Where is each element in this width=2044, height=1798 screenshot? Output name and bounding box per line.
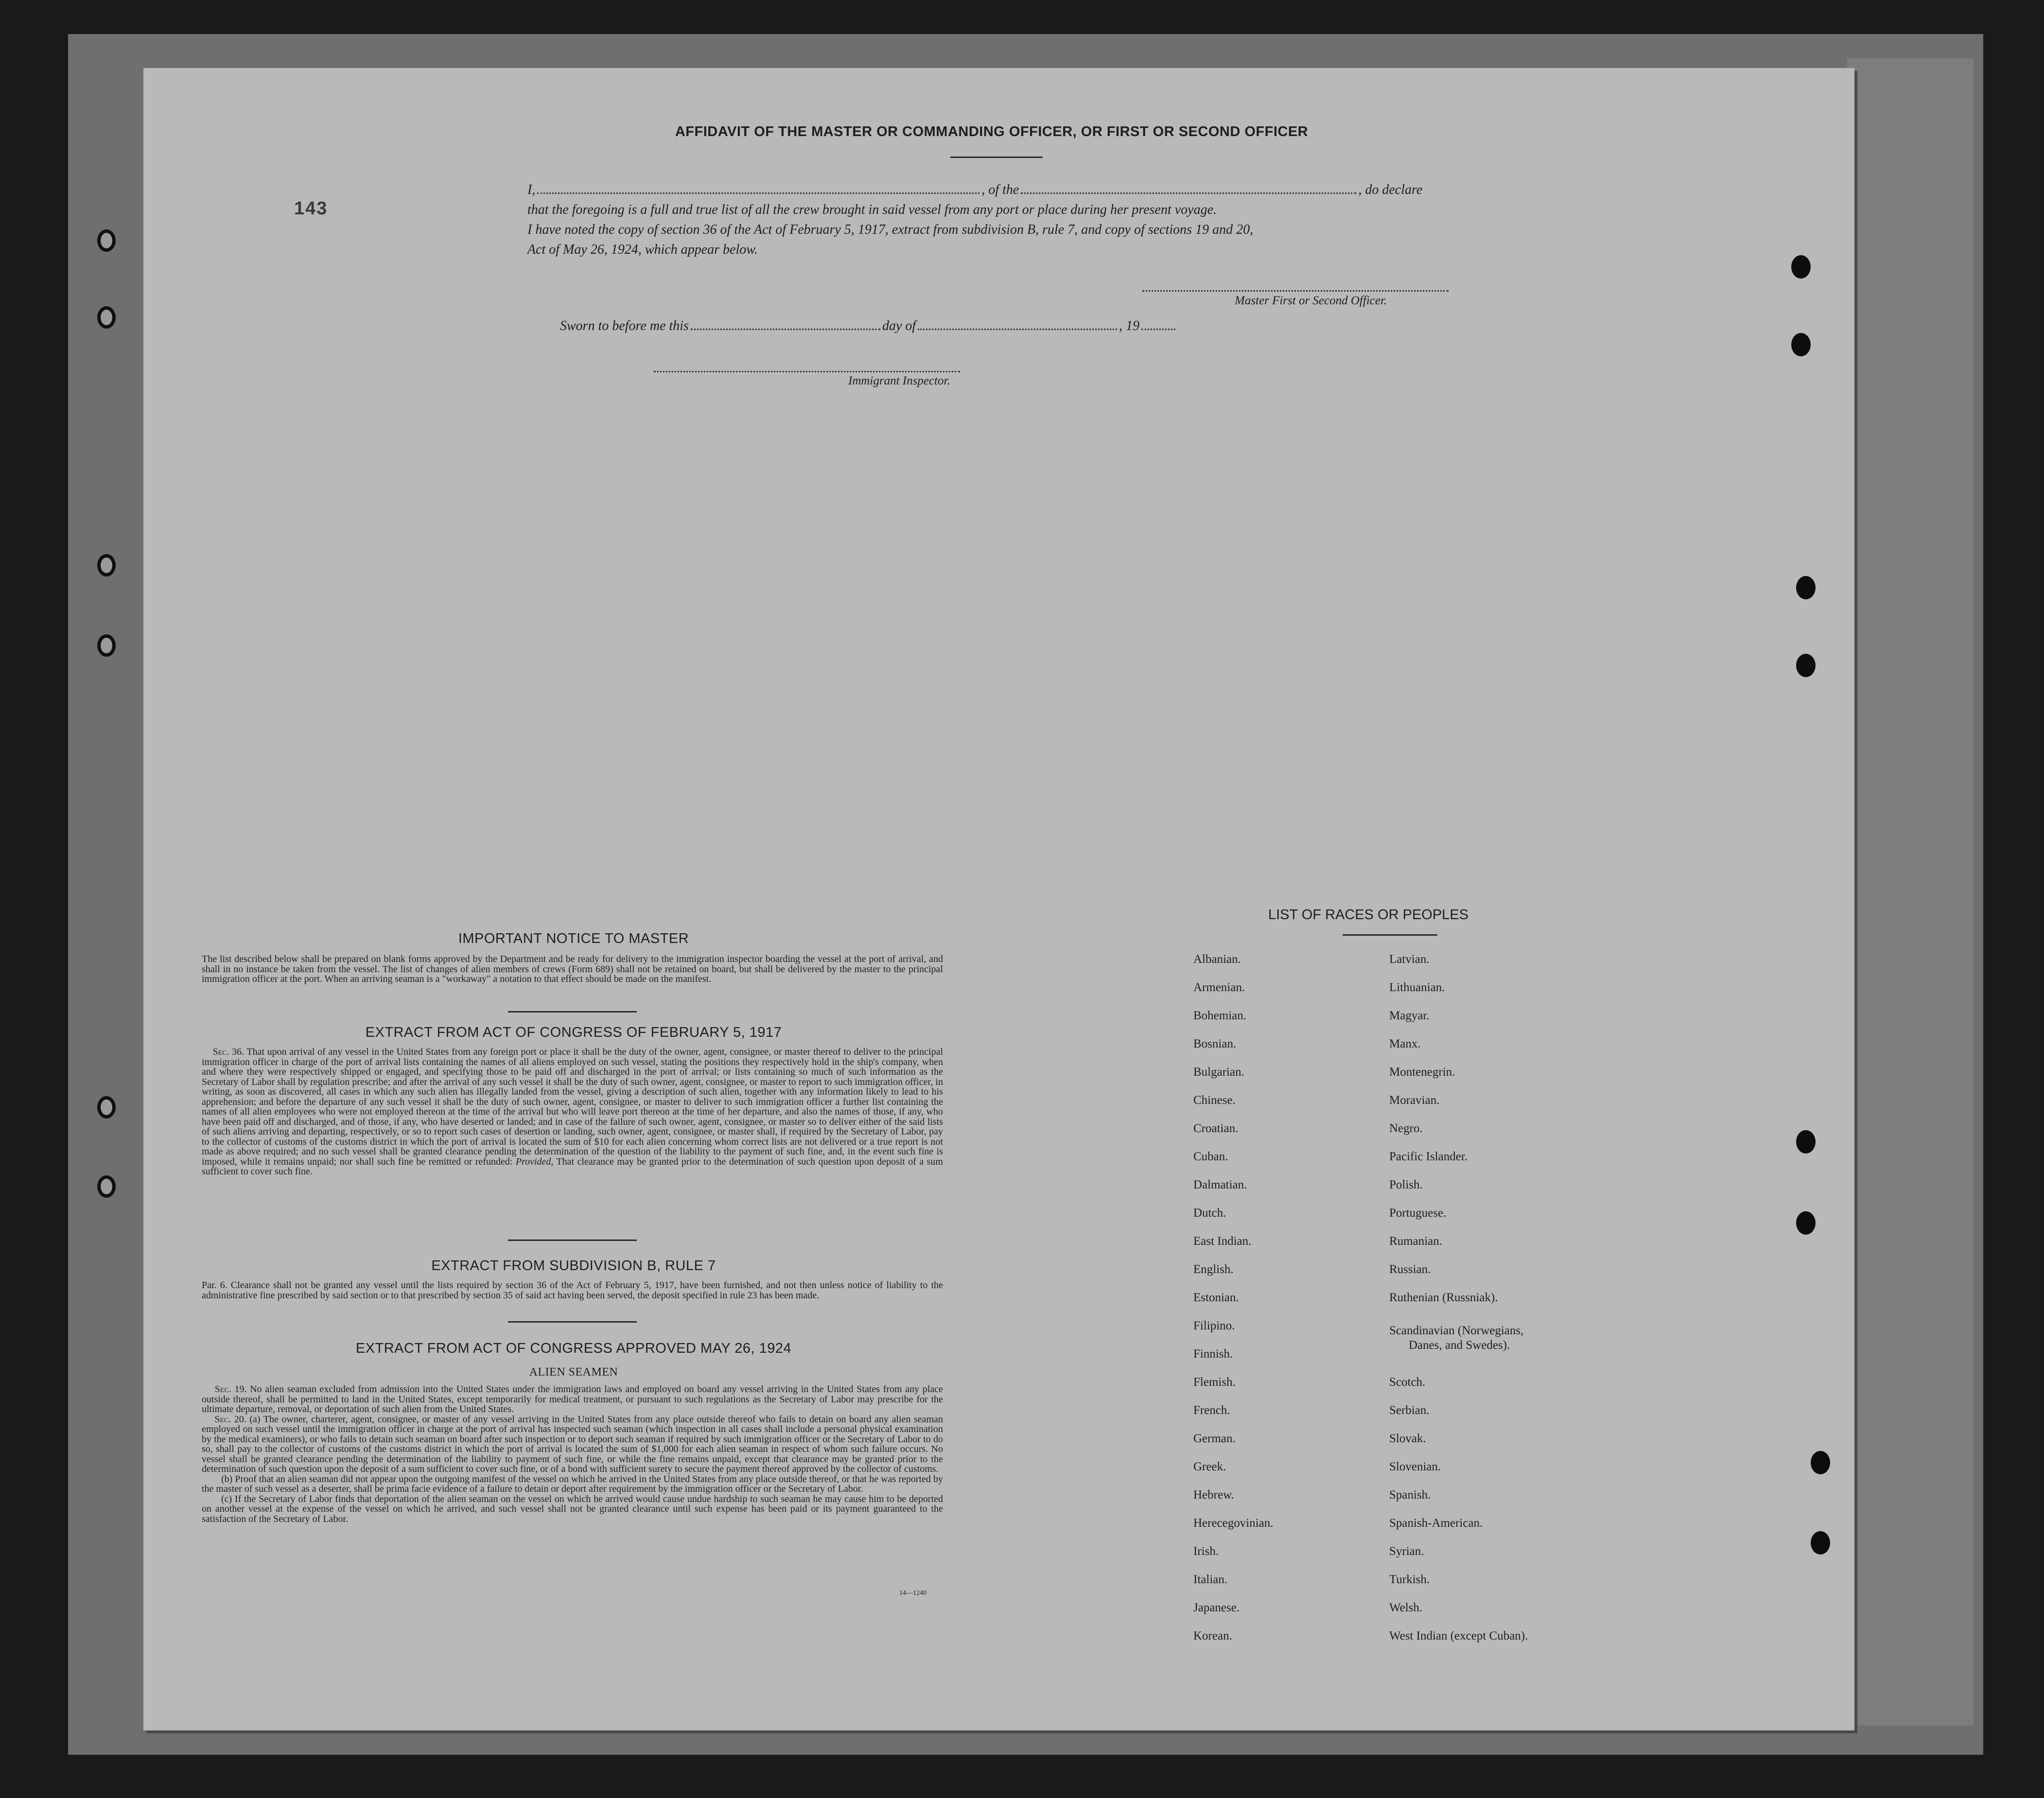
punch-hole [1791,333,1811,356]
punch-hole [97,634,116,657]
race-item: Bosnian. [1193,1037,1237,1050]
race-item: Greek. [1193,1460,1226,1473]
race-item: Polish. [1389,1178,1423,1191]
sec36-label: Sec. 36. [212,1047,245,1057]
race-item: Lithuanian. [1389,981,1445,994]
affidavit-title: AFFIDAVIT OF THE MASTER OR COMMANDING OFFICER, OR FIRST OR SECOND OFFICER [675,124,1309,140]
sec20-label: Sec. 20. [214,1414,246,1425]
sec20a-body: (a) The owner, charterer, agent, consignee, or master of any vessel arriving in the United States from any place outside thereof who fails to detain on board any alien seaman employed on such vessel until the immigration officer in charge at the port of arrival has inspected such seaman (which inspection in all cases shall include a personal physical examination by the medical examiners), or who fails to detain such seaman on board after such inspection or to deport such seaman if required by such immigration officer or the Secretary of Labor to do so, shall pay to the collector of customs of the customs district in which the port of arrival is located the sum of $1,000 for each alien seaman in respect of whom such failure occurs. No vessel shall be granted clearance pending the determination of the liability to payment of such fine, or while the fine remains unpaid, except that clearance may be granted prior to the determination of such question upon the deposit of a sum sufficient to cover such fine, or of a bond with sufficient surety to secure the payment thereof approved by the collector of customs. [202,1414,943,1474]
race-item: Slovenian. [1389,1460,1441,1473]
rule7-text: Par. 6. Clearance shall not be granted any vessel until the lists required by section 36 of the Act of February 5, 1917, have been furnished, and not then unless notice of liability to the administrative fine prescribed by said section or to that prescribed by section 35 of said act having been served, the deposit specified in rule 23 has been made. [202,1280,943,1301]
race-item: Armenian. [1193,981,1245,994]
affidavit-of-the: , of the [981,182,1019,197]
sec36-end: That clearance may be granted prior to the determination of such question upon deposit of a sum sufficient to cover such fine. [202,1156,943,1177]
race-item: Chinese. [1193,1094,1236,1107]
race-item: Ruthenian (Russniak). [1389,1291,1498,1304]
inspector-caption: Immigrant Inspector. [848,374,950,387]
race-item: Bulgarian. [1193,1065,1244,1079]
sec20c-paragraph: (c) If the Secretary of Labor finds that deportation of the alien seaman on the vessel on which he arrived would cause undue hardship to such seaman he may cause him to be deported on another vessel at the expense of the vessel on which he arrived, and such vessel shall not be granted clearance until such expense has been paid or its payment guaranteed to the satisfaction of the Secretary of Labor. [202,1493,943,1524]
sworn-line [560,318,1177,334]
race-item: Manx. [1389,1037,1421,1050]
blank-vessel [1021,192,1356,194]
race-item: Pacific Islander. [1389,1150,1468,1163]
race-item: Estonian. [1193,1291,1239,1304]
affidavit-line-2: that the foregoing is a full and true list of all the crew brought in said vessel from any port or place during her present voyage. [527,202,1217,217]
extract-1924-text [202,1384,943,1524]
race-item: Slovak. [1389,1432,1426,1445]
backing-sheet-edge [1847,58,1974,1726]
blank-day [691,328,880,330]
punch-hole [1811,1451,1830,1474]
sec20b-paragraph: (b) Proof that an alien seaman did not appear upon the outgoing manifest of the vessel on which he arrived in the United States from any place outside thereof, or that he was reported by the master of such vessel as a deserter, shall be prima facie evidence of a failure to detain or deport after requirement by the immigration officer or the Secretary of Labor. [202,1473,943,1494]
punch-hole [97,229,116,252]
extract-1924-title: EXTRACT FROM ACT OF CONGRESS APPROVED MAY 26, 1924 [355,1341,792,1356]
punch-hole [1796,576,1816,599]
race-item: Irish. [1193,1545,1219,1558]
sworn-year: , 19 [1119,318,1140,333]
race-item: Albanian. [1193,953,1241,966]
master-signature-line [1142,290,1449,293]
race-item: Welsh. [1389,1601,1423,1614]
notice-text: The list described below shall be prepared on blank forms approved by the Department and be ready for delivery to the immigration inspector boarding the vessel at the port of arrival, and shall in no instance be taken from the vessel. The list of changes of alien members of crews (Form 689) shall not be retained on board, but shall be delivered by the master to the principal immigration officer at the port. When an arriving seaman is a "workaway" a notation to that effect should be made on the manifest. [202,954,943,984]
stamp-number: 143 [294,198,328,219]
race-item: Japanese. [1193,1601,1240,1614]
races-title: LIST OF RACES OR PEOPLES [1268,907,1469,923]
sec19-paragraph [202,1384,943,1414]
inspector-signature-line [654,371,960,373]
race-item: German. [1193,1432,1236,1445]
affidavit-line-3: I have noted the copy of section 36 of the Act of February 5, 1917, extract from subdivision B, rule 7, and copy of sections 19 and 20, [527,222,1254,237]
race-item: Portuguese. [1389,1206,1447,1220]
race-item: Negro. [1389,1122,1423,1135]
race-item: French. [1193,1404,1230,1417]
race-item: Spanish. [1389,1488,1431,1501]
punch-hole [97,1096,116,1118]
sec20a-paragraph [202,1414,943,1474]
sworn-day-of: day of [882,318,916,333]
race-item: Cuban. [1193,1150,1228,1163]
race-item: Flemish. [1193,1376,1236,1389]
race-item: Syrian. [1389,1545,1424,1558]
race-item: Spanish-American. [1389,1517,1483,1530]
race-item: Serbian. [1389,1404,1430,1417]
race-item: Croatian. [1193,1122,1239,1135]
sworn-prefix: Sworn to before me this [560,318,689,333]
race-item: Korean. [1193,1629,1232,1642]
affidavit-line-4: Act of May 26, 1924, which appear below. [527,242,758,257]
punch-hole [1791,255,1811,279]
sec19-label: Sec. 19. [214,1384,247,1395]
race-item: Latvian. [1389,953,1430,966]
race-item: Scotch. [1389,1376,1426,1389]
race-item: Turkish. [1389,1573,1430,1586]
race-item: Finnish. [1193,1347,1233,1361]
race-item: English. [1193,1263,1234,1276]
blank-name [537,192,979,194]
notice-title: IMPORTANT NOTICE TO MASTER [458,931,689,946]
race-item: Rumanian. [1389,1235,1443,1248]
extract-1917-title: EXTRACT FROM ACT OF CONGRESS OF FEBRUARY 5, 1917 [365,1025,782,1040]
divider [508,1011,637,1012]
punch-hole [1811,1531,1830,1554]
race-item: Magyar. [1389,1009,1430,1022]
punch-hole [97,554,116,576]
alien-seamen-subtitle: ALIEN SEAMEN [529,1366,618,1379]
punch-hole [1796,1130,1816,1153]
race-item: Herecegovinian. [1193,1517,1274,1530]
blank-month [918,328,1117,330]
master-caption: Master First or Second Officer. [1235,294,1387,307]
sec36-body: That upon arrival of any vessel in the United States from any foreign port or place it shall be the duty of the owner, agent, consignee, or master thereof to deliver to the principal immigration officer in charge of the port of arrival lists containing the names of all aliens employed on such vessel, stating the positions they respectively hold in the ship's company, when and where they were respectively shipped or engaged, and specifying those to be paid off and discharged in the port of arrival; or lists containing so much of such information as the Secretary of Labor shall by regulation prescribe; and after the arrival of any such vessel it shall be the duty of such owner, agent, consignee, or master to report to such immigration officer, in writing, as soon as discovered, all cases in which any such alien has illegally landed from the vessel, giving a description of such alien, together with any information likely to lead to his apprehension; and before the departure of any such vessel it shall be the duty of such owner, agent, consignee, or master to deliver to such immigration officer a further list containing the names of all alien employees who were not employed thereon at the time of the arrival but who will leave port thereon at the time of her departure, and also the names of those, if any, who have been paid off and discharged, and of those, if any, who have deserted or landed; and in case of the failure of such owner, agent, consignee, or master so to deliver either of the said lists of such aliens arriving and departing, respectively, or so to report such cases of desertion or landing, such owner, agent, consignee, or master shall, if required by the Secretary of Labor, pay to the collector of customs of the customs district in which the port of arrival is located the sum of $10 for each alien concerning whom correct lists are not delivered or a true report is not made as above required; and no such vessel shall be granted clearance pending the determination of the question of the liability to the payment of such fine, and, in the event such fine is imposed, while it remains unpaid; nor shall such fine be remitted or refunded: [202,1047,943,1167]
affidavit-line-1 [527,182,1422,198]
race-item: Dutch. [1193,1206,1226,1220]
race-item: Hebrew. [1193,1488,1234,1501]
punch-hole [1796,1211,1816,1235]
race-item: Danes, and Swedes). [1409,1339,1510,1352]
race-item: Italian. [1193,1573,1228,1586]
race-item: East Indian. [1193,1235,1252,1248]
race-item: West Indian (except Cuban). [1389,1629,1528,1642]
extract-1917-text [202,1047,943,1177]
race-item: Russian. [1389,1263,1431,1276]
punch-hole [97,1175,116,1198]
blank-year [1141,328,1175,330]
sec19-body: No alien seaman excluded from admission into the United States under the immigration laws and employed on board any vessel arriving in the United States from any place outside thereof, shall be permitted to land in the United States, except temporarily for medical treatment, or pursuant to such regulations as the Secretary of Labor may prescribe for the ultimate departure, removal, or deportation of such alien from the United States. [202,1384,943,1414]
affidavit-i: I, [527,182,536,197]
form-number: 14—1240 [899,1589,926,1597]
race-item: Moravian. [1389,1094,1440,1107]
race-item: Scandinavian (Norwegians, [1389,1324,1524,1337]
divider [508,1321,637,1323]
rule7-title: EXTRACT FROM SUBDIVISION B, RULE 7 [431,1258,716,1274]
race-item: Filipino. [1193,1319,1235,1332]
punch-hole [1796,654,1816,677]
provided-label: Provided, [515,1156,554,1167]
race-item: Montenegrin. [1389,1065,1455,1079]
divider [1343,934,1437,936]
race-item: Dalmatian. [1193,1178,1247,1191]
punch-hole [97,306,116,329]
divider [508,1239,637,1241]
race-item: Bohemian. [1193,1009,1247,1022]
divider [950,157,1043,158]
affidavit-declare: , do declare [1358,182,1423,197]
